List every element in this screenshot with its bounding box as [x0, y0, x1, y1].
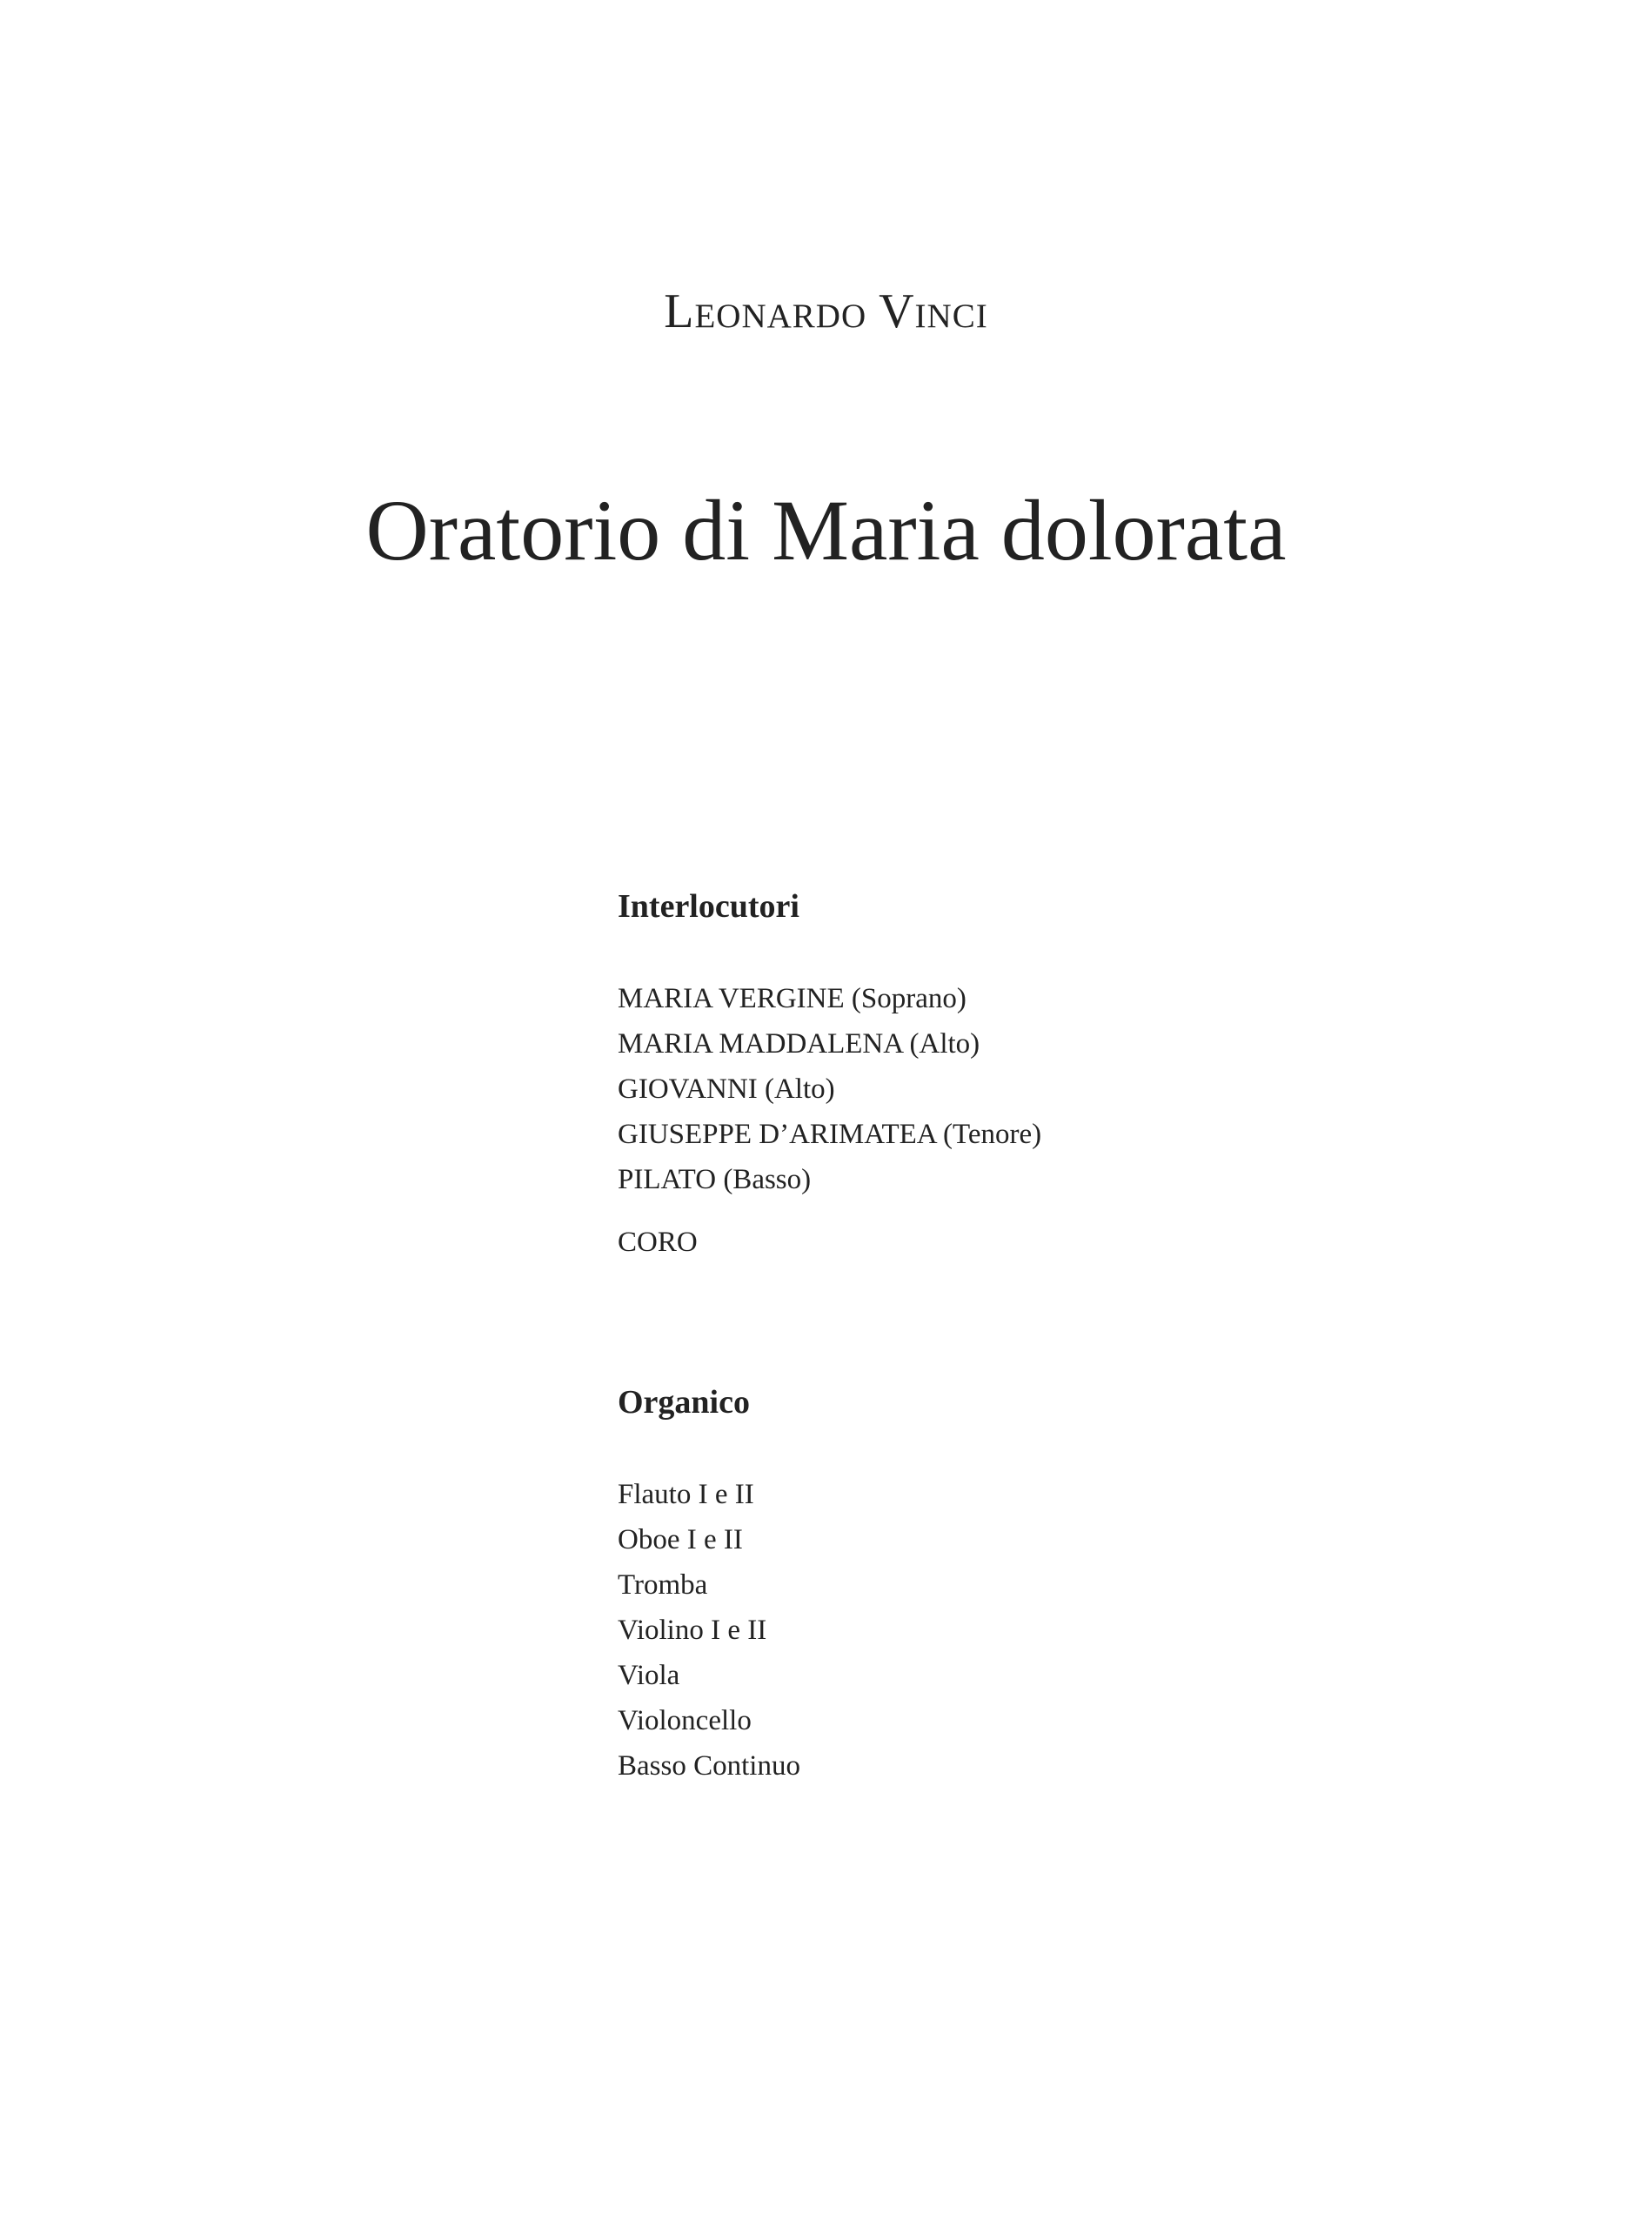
role-item: PILATO (Basso): [618, 1164, 812, 1195]
chorus-item: CORO: [618, 1227, 698, 1258]
organico-section: [618, 1380, 1401, 1789]
interlocutori-section: [618, 884, 1401, 1265]
instrument-item: Tromba: [618, 1569, 708, 1601]
instrument-item: Violoncello: [618, 1705, 752, 1736]
role-list: [618, 976, 1401, 1202]
role-item: GIUSEPPE D’ARIMATEA (Tenore): [618, 1119, 1042, 1150]
role-item: MARIA VERGINE (Soprano): [618, 983, 966, 1014]
interlocutori-heading: Interlocutori: [618, 888, 799, 925]
role-item: GIOVANNI (Alto): [618, 1073, 835, 1105]
instrument-item: Viola: [618, 1660, 680, 1691]
composer-name: Leonardo Vinci: [664, 284, 988, 338]
work-title: Oratorio di Maria dolorata: [365, 482, 1287, 578]
instrument-item: Violino I e II: [618, 1615, 767, 1646]
instrument-item: Basso Continuo: [618, 1750, 800, 1782]
instrument-list: [618, 1472, 1401, 1789]
instrument-item: Flauto I e II: [618, 1479, 754, 1510]
organico-heading: Organico: [618, 1384, 750, 1421]
instrument-item: Oboe I e II: [618, 1524, 743, 1555]
role-item: MARIA MADDALENA (Alto): [618, 1028, 980, 1060]
